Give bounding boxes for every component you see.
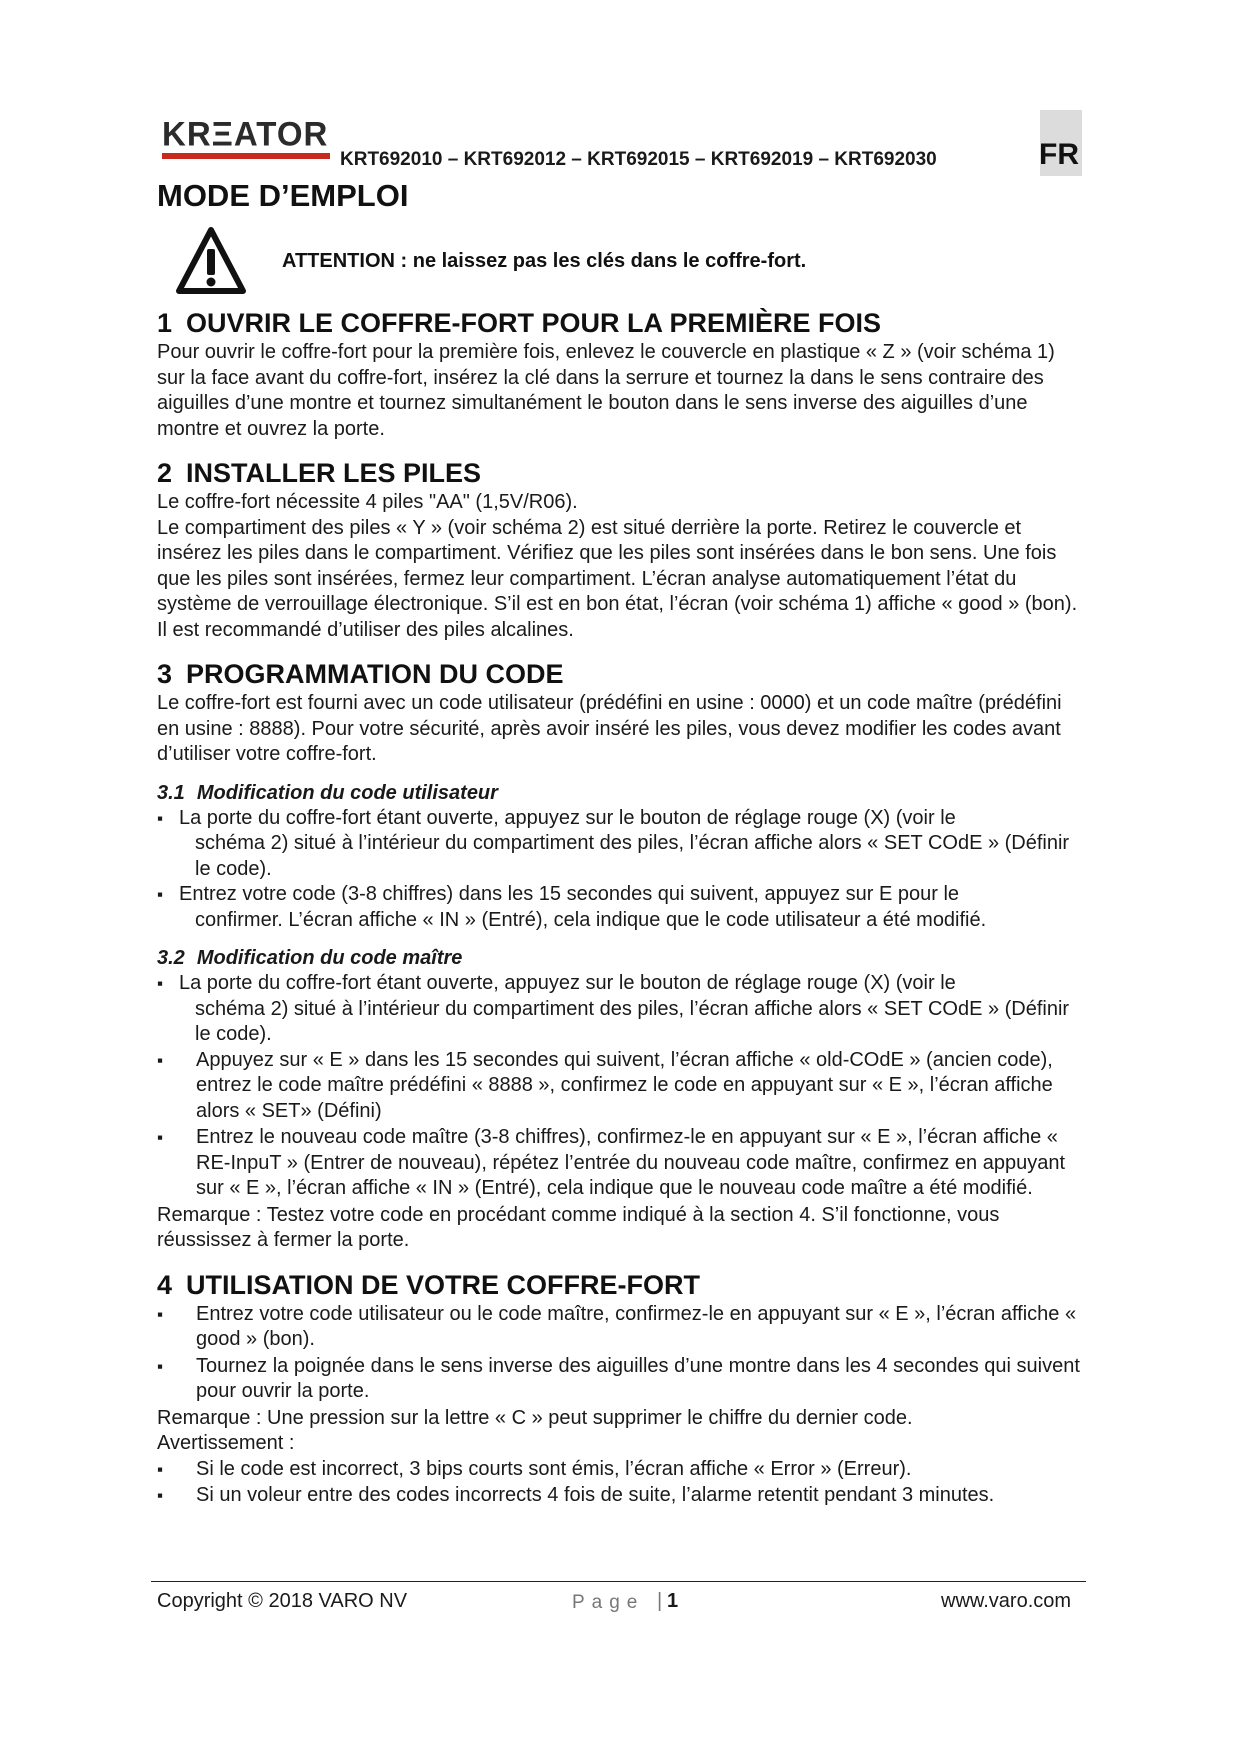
kreator-logo <box>162 114 334 160</box>
bullet-list <box>157 806 1087 934</box>
list-item <box>157 971 1087 1048</box>
list-item-text: La porte du coffre-fort étant ouverte, appuyez sur le bouton de réglage rouge (X) (voir le <box>179 972 956 994</box>
subsection-master-code <box>157 945 1087 1254</box>
list-item <box>157 806 1087 883</box>
list-item: ▪ Entrez le nouveau code maître (3-8 chiffres), confirmez-le en appuyant sur « E », l’écran affiche « RE-InpuT » (Entrer de nouveau), répétez l’entrée du nouveau code maître, confirmez en appuyant sur « E », l’écran affiche « IN » (Entré), cela indique que le nouveau code maître a été modifié. <box>157 1125 1087 1202</box>
section-code-programming <box>157 657 1087 1254</box>
section-open-safe <box>157 306 1087 442</box>
list-item-text: La porte du coffre-fort étant ouverte, appuyez sur le bouton de réglage rouge (X) (voir le <box>179 806 956 829</box>
subsection-user-code <box>157 780 1087 934</box>
subsection-heading <box>157 945 1087 971</box>
section-title: OUVRIR LE COFFRE-FORT POUR LA PREMIÈRE FOIS <box>186 308 882 338</box>
section-number: 4 <box>157 1269 173 1300</box>
list-item: ▪ Si un voleur entre des codes incorrects 4 fois de suite, l’alarme retentit pendant 3 minutes. <box>157 1483 1087 1509</box>
remark-text: Remarque : Testez votre code en procédant comme indiqué à la section 4. S’il fonctionne, vous réussissez à fermer la porte. <box>157 1203 1000 1251</box>
warning-label: Avertissement : <box>157 1432 295 1454</box>
footer-page-separator: | <box>657 1590 663 1612</box>
list-item: ▪ Appuyez sur « E » dans les 15 secondes qui suivent, l’écran affiche « old-COdE » (ancien code), entrez le code maître prédéfini « 8888 », confirmez le code en appuyant sur « E », l’écran affiche alors « SET» (Défini) <box>157 1048 1087 1125</box>
list-item-text: Entrez votre code (3-8 chiffres) dans les 15 secondes qui suivent, appuyez sur E pour le <box>179 883 960 905</box>
list-item: ▪ Entrez votre code utilisateur ou le code maître, confirmez-le en appuyant sur « E », l’écran affiche « good » (bon). <box>157 1302 1087 1353</box>
bullet-list <box>157 1048 1087 1202</box>
footer-website-link[interactable]: www.varo.com <box>941 1590 1072 1612</box>
section-batteries <box>157 456 1087 643</box>
subsection-title: Modification du code utilisateur <box>196 781 498 804</box>
logo-underline <box>162 153 330 159</box>
manual-content <box>157 306 1087 1523</box>
section-using-safe <box>157 1268 1087 1509</box>
footer-page-number: 1 <box>667 1590 679 1612</box>
section-number: 2 <box>157 458 173 488</box>
page-title: MODE D’EMPLOI <box>157 178 409 213</box>
list-item-continuation: schéma 2) situé à l’intérieur du compartiment des piles, l’écran affiche alors « SET COdE » (Définir le code). <box>195 997 1070 1045</box>
section-heading <box>157 456 1087 490</box>
list-item: ▪ Si le code est incorrect, 3 bips courts sont émis, l’écran affiche « Error » (Erreur). <box>157 1457 1087 1483</box>
section-paragraph: Pour ouvrir le coffre-fort pour la première fois, enlevez le couvercle en plastique « Z » (voir schéma 1) sur la face avant du coffre-fort, insérez la clé dans la serrure et tournez la dans le sens contraire des aiguilles d’une montre et tournez simultanément le bouton dans le sens inverse des aiguilles d’une montre et ouvrez la porte. <box>157 341 1055 440</box>
section-paragraph: Le compartiment des piles « Y » (voir schéma 2) est situé derrière la porte. Retirez le couvercle et insérez les piles dans le compartiment. Vérifiez que les piles sont insérées dans le bon sens. Une fois que les piles sont insérées, fermez leur compartiment. L’écran analyse automatiquement l’état du système de verrouillage électronique. S’il est en bon état, l’écran (voir schéma 1) affiche « good » (bon). Il est recommandé d’utiliser des piles alcalines. <box>157 516 1078 641</box>
section-paragraph: Le coffre-fort est fourni avec un code utilisateur (prédéfini en usine : 0000) et un code maître (prédéfini en usine : 8888). Pour votre sécurité, après avoir inséré les piles, vous devez modifier les codes avant d’utiliser votre coffre-fort. <box>157 692 1062 765</box>
model-numbers: KRT692010 – KRT692012 – KRT692015 – KRT692019 – KRT692030 <box>340 149 937 170</box>
section-title: PROGRAMMATION DU CODE <box>186 659 564 689</box>
bullet-list <box>157 1457 1087 1509</box>
list-item-continuation: confirmer. L’écran affiche « IN » (Entré), cela indique que le code utilisateur a été modifié. <box>195 908 987 931</box>
list-item <box>157 882 1087 933</box>
subsection-number: 3.1 <box>157 781 185 804</box>
warning-triangle-icon <box>175 225 247 297</box>
section-number: 1 <box>157 308 173 338</box>
warning-text: ATTENTION : ne laissez pas les clés dans le coffre-fort. <box>282 250 807 272</box>
subsection-title: Modification du code maître <box>196 947 463 969</box>
section-heading <box>157 657 1087 691</box>
section-title: INSTALLER LES PILES <box>186 458 482 488</box>
remark-text: Remarque : Une pression sur la lettre « C » peut supprimer le chiffre du dernier code. <box>157 1406 913 1429</box>
section-title: UTILISATION DE VOTRE COFFRE-FORT <box>186 1269 701 1300</box>
language-tab: FR <box>1039 138 1079 171</box>
section-heading <box>157 1268 1087 1302</box>
bullet-list <box>157 971 1087 1048</box>
list-item: ▪ Tournez la poignée dans le sens inverse des aiguilles d’une montre dans les 4 secondes qui suivent pour ouvrir la porte. <box>157 1354 1087 1405</box>
list-item-continuation: schéma 2) situé à l’intérieur du compartiment des piles, l’écran affiche alors « SET COdE » (Définir le code). <box>195 832 1070 880</box>
subsection-number: 3.2 <box>157 947 185 969</box>
subsection-heading <box>157 780 1087 806</box>
footer-divider <box>151 1581 1086 1582</box>
section-number: 3 <box>157 659 173 689</box>
section-heading <box>157 306 1087 340</box>
footer-page-label: Page <box>572 1592 645 1613</box>
bullet-list <box>157 1302 1087 1405</box>
footer-copyright: Copyright © 2018 VARO NV <box>157 1590 408 1612</box>
logo-wordmark: KRΞATOR <box>162 114 329 153</box>
section-paragraph: Le coffre-fort nécessite 4 piles "AA" (1,5V/R06). <box>157 491 578 513</box>
